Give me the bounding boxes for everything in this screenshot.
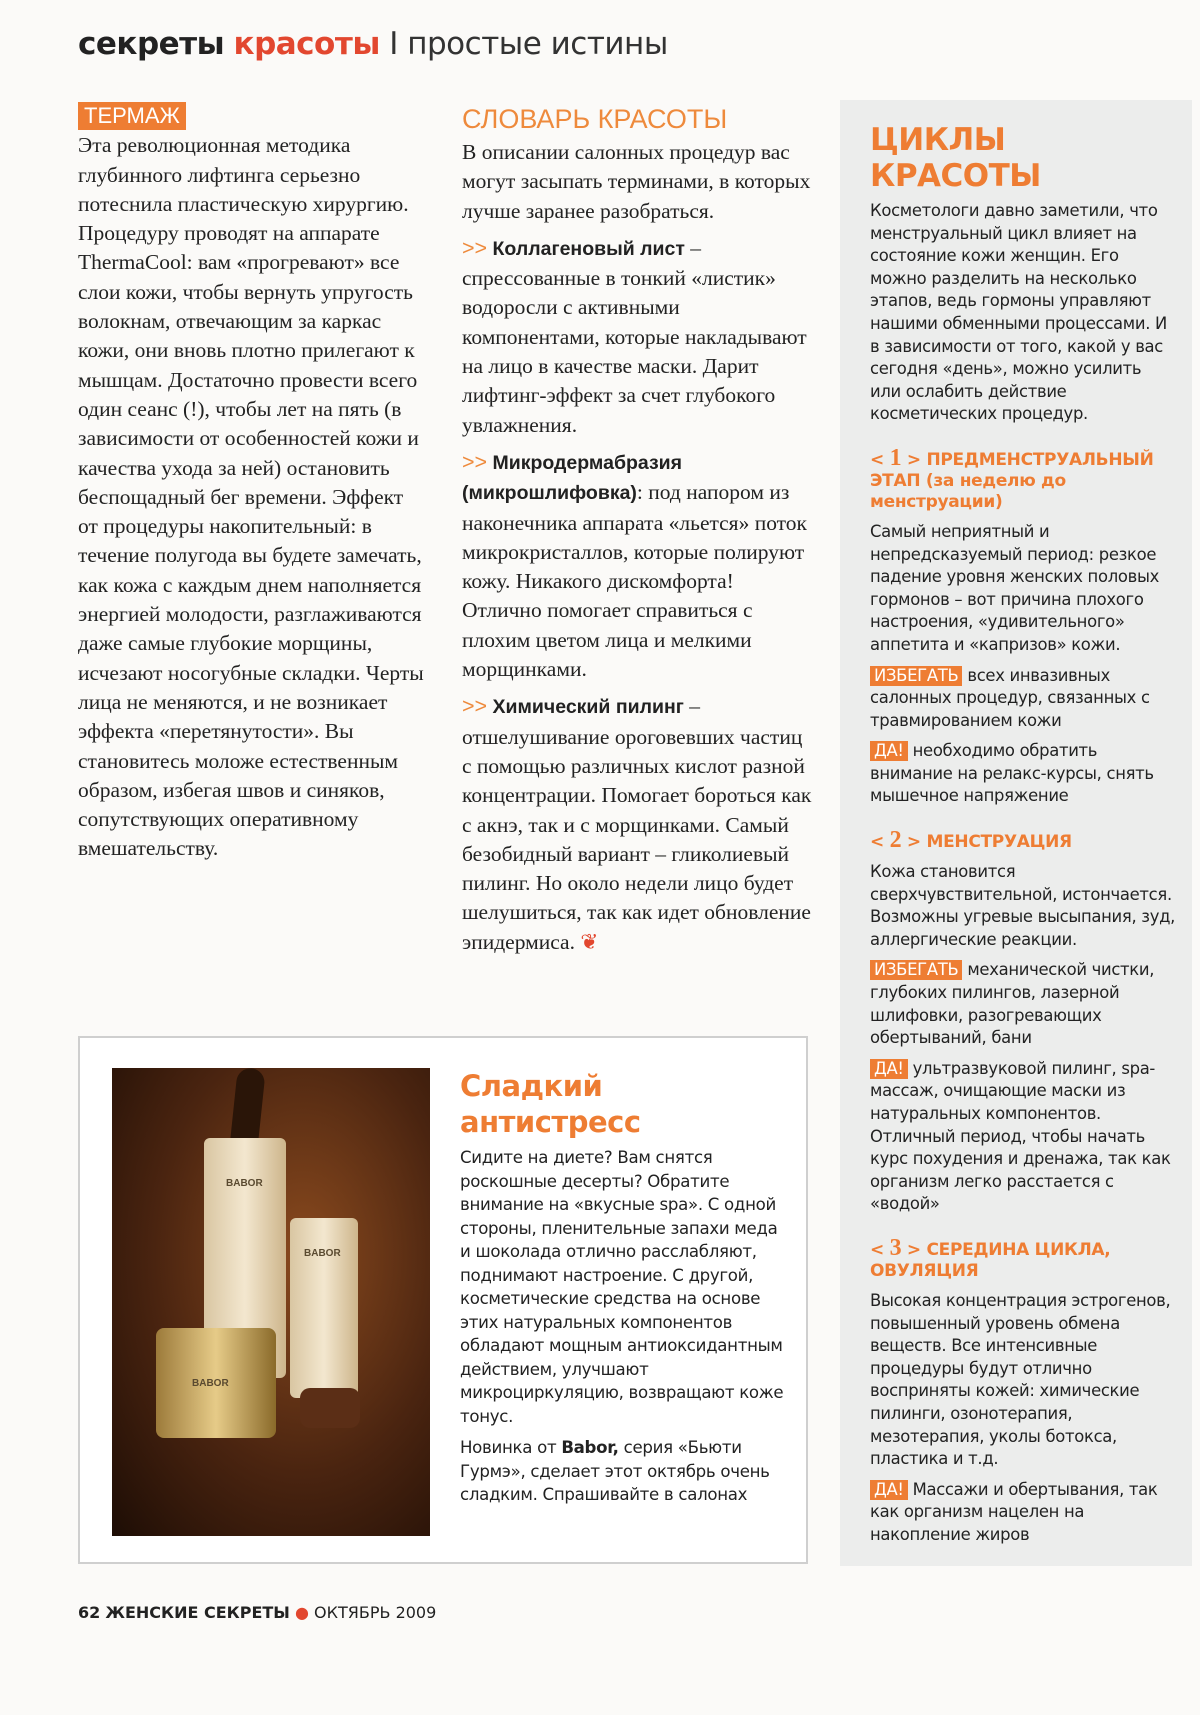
stage-title: < 2 > МЕНСТРУАЦИЯ	[870, 827, 1072, 854]
term-name: Химический пилинг	[492, 696, 684, 719]
stage-3	[870, 1234, 1176, 1547]
magazine-name: ЖЕНСКИЕ СЕКРЕТЫ	[105, 1603, 290, 1622]
thermage-article	[78, 102, 428, 864]
header-part3: простые истины	[407, 26, 668, 62]
cycles-sidebar	[840, 100, 1192, 1566]
product-photo	[112, 1068, 430, 1536]
stage-2	[870, 827, 1176, 1216]
yes-note	[870, 1479, 1176, 1547]
arrow-icon: >>	[462, 235, 488, 260]
header-sep: I	[389, 26, 398, 62]
thermage-text: Эта революционная методика глубинного лифтинга серьезно потеснила пластическую хирургию. Процедуру проводят на аппарате ThermaCool: вам «прогревают» все слои кожи, чтобы вернуть упругость волокнам, отвечающим за каркас кожи, они вновь плотно прилегают к мышцам. Достаточно провести всего один сеанс (!), чтобы лет на пять (в зависимости от особенностей кожи и качества ухода за ней) остановить беспощадный бег времени. Эффект от процедуры накопительный: в течение полугода вы будете замечать, как кожа с каждым днем наполняется энергией молодости, разглаживаются даже самые глубокие морщины, исчезают носогубные складки. Черты лица не меняются, и не возникает эффекта «перетянутости». Вы становитесь моложе естественным образом, избегая швов и синяков, сопутствующих оперативному вмешательству.	[78, 133, 424, 861]
header-part1: секреты	[78, 26, 225, 62]
dot-icon: ●	[294, 1603, 309, 1622]
yes-label: ДА!	[870, 1059, 908, 1079]
term-name: Коллагеновый лист	[492, 237, 685, 260]
section-header	[78, 26, 668, 62]
brand-name: Babor,	[561, 1438, 619, 1457]
yes-label: ДА!	[870, 1480, 908, 1500]
header-part2: красоты	[233, 26, 380, 62]
stage-heading: СЕРЕДИНА ЦИКЛА, ОВУЛЯЦИЯ	[870, 1239, 1111, 1281]
stage-title: < 3 > СЕРЕДИНА ЦИКЛА, ОВУЛЯЦИЯ	[870, 1234, 1111, 1281]
thermage-tag: ТЕРМАЖ	[78, 102, 186, 130]
term-text: – отшелушивание ороговевших частиц с помощью различных кислот разной концентрации. Помогает бороться как с акнэ, так и с морщинками. Самый безобидный вариант – гликолиевый пилинг. Но около недели лицо будет шелушиться, так как идет обновление эпидермиса.	[462, 694, 812, 954]
antistress-text	[460, 1068, 790, 1515]
arrow-icon: >>	[462, 449, 488, 474]
chocolate	[300, 1388, 360, 1428]
dictionary-title: СЛОВАРЬ КРАСОТЫ	[462, 104, 728, 134]
term-text: – спрессованные в тонкий «листик» водоросли с активными компонентами, которые накладывают на лицо в качестве маски. Дарит лифтинг-эффект за счет глубокого увлажнения.	[462, 235, 807, 437]
stage-1	[870, 444, 1176, 808]
logo: BABOR	[192, 1378, 229, 1389]
tube-2	[290, 1218, 358, 1398]
issue-date: ОКТЯБРЬ 2009	[314, 1603, 437, 1622]
term-text: : под напором из наконечника аппарата «льется» поток микрокристаллов, которые полируют кожу. Никакого дискомфорта! Отлично помогает справиться с плохим цветом лица и мелкими морщинками.	[462, 480, 807, 682]
avoid-note	[870, 959, 1176, 1049]
logo: BABOR	[304, 1248, 341, 1259]
stage-text: Самый неприятный и непредсказуемый период: резкое падение уровня женских половых гормонов – вот причина плохого настроения, «удивительного» аппетита и «капризов» кожи.	[870, 521, 1160, 654]
logo: BABOR	[226, 1178, 263, 1189]
stage-heading: ПРЕДМЕНСТРУАЛЬНЫЙ ЭТАП (за неделю до менструации)	[870, 449, 1154, 512]
yes-text: Массажи и обертывания, так как организм нацелен на накопление жиров	[870, 1479, 1158, 1544]
yes-label: ДА!	[870, 741, 908, 761]
yes-note	[870, 1058, 1176, 1216]
jar	[156, 1328, 276, 1438]
page-footer	[78, 1603, 436, 1622]
p2-start: Новинка от	[460, 1438, 562, 1457]
dictionary-article	[462, 102, 812, 957]
avoid-label: ИЗБЕГАТЬ	[870, 960, 962, 980]
stage-title: < 1 > ПРЕДМЕНСТРУАЛЬНЫЙ ЭТАП (за неделю до менструации)	[870, 444, 1154, 512]
yes-text: необходимо обратить внимание на релакс-курсы, снять мышечное напряжение	[870, 741, 1154, 806]
stage-number: 1	[889, 444, 902, 471]
antistress-p1: Сидите на диете? Вам снятся роскошные десерты? Обратите внимание на «вкусные spa». С одной стороны, пленительные запахи меда и шоколада отлично расслабляют, поднимают настроение. С другой, косметические средства на основе этих натуральных компонентов обладают мощным антиоксидантным действием, улучшают микроциркуляцию, возвращают коже тонус.	[460, 1148, 784, 1426]
dictionary-intro: В описании салонных процедур вас могут засыпать терминами, в которых лучше заранее разобраться.	[462, 140, 811, 223]
stage-number: 2	[889, 827, 902, 854]
stage-text: Высокая концентрация эстрогенов, повышенный уровень обмена веществ. Все интенсивные процедуры будут отлично восприняты кожей: химические пилинги, озонотерапия, мезотерапия, уколы ботокса, пластика и т.д.	[870, 1290, 1171, 1469]
antistress-title: Сладкий антистресс	[460, 1069, 641, 1139]
antistress-box	[78, 1036, 808, 1564]
stage-number: 3	[889, 1234, 902, 1261]
arrow-icon: >>	[462, 694, 488, 719]
cycles-title: ЦИКЛЫ КРАСОТЫ	[870, 122, 1041, 194]
avoid-text: механической чистки, глубоких пилингов, лазерной шлифовки, разогревающих обертываний, бани	[870, 960, 1155, 1048]
p2-end: серия «Бьюти Гурмэ», сделает этот октябрь очень сладким. Спрашивайте в салонах	[460, 1438, 770, 1504]
term-entry	[462, 234, 812, 440]
term-entry	[462, 692, 812, 957]
antistress-p2	[460, 1436, 790, 1507]
term-entry	[462, 448, 812, 684]
avoid-note	[870, 665, 1176, 733]
stage-heading: МЕНСТРУАЦИЯ	[926, 832, 1072, 853]
yes-note	[870, 740, 1176, 808]
stage-text: Кожа становится сверхчувствительной, истончается. Возможны угревые высыпания, зуд, аллергические реакции.	[870, 862, 1176, 949]
avoid-text: всех инвазивных салонных процедур, связанных с травмированием кожи	[870, 665, 1150, 730]
term-name: Микродермабразия (микрошлифовка)	[462, 451, 683, 505]
avoid-label: ИЗБЕГАТЬ	[870, 666, 962, 686]
page-number: 62	[78, 1603, 101, 1622]
yes-text: ультразвуковой пилинг, spa-массаж, очищающие маски из натуральных компонентов. Отличный период, чтобы начать курс похудения и дренажа, так как организм легко расстается с «водой»	[870, 1058, 1171, 1214]
cycles-intro: Косметологи давно заметили, что менструальный цикл влияет на состояние кожи женщин. Его можно разделить на несколько этапов, ведь гормоны управляют нашими обменными процессами. И в зависимости от того, какой у вас сегодня «день», можно усилить или ослабить действие косметических процедур.	[870, 201, 1167, 424]
end-mark-icon: ❦	[580, 929, 599, 954]
